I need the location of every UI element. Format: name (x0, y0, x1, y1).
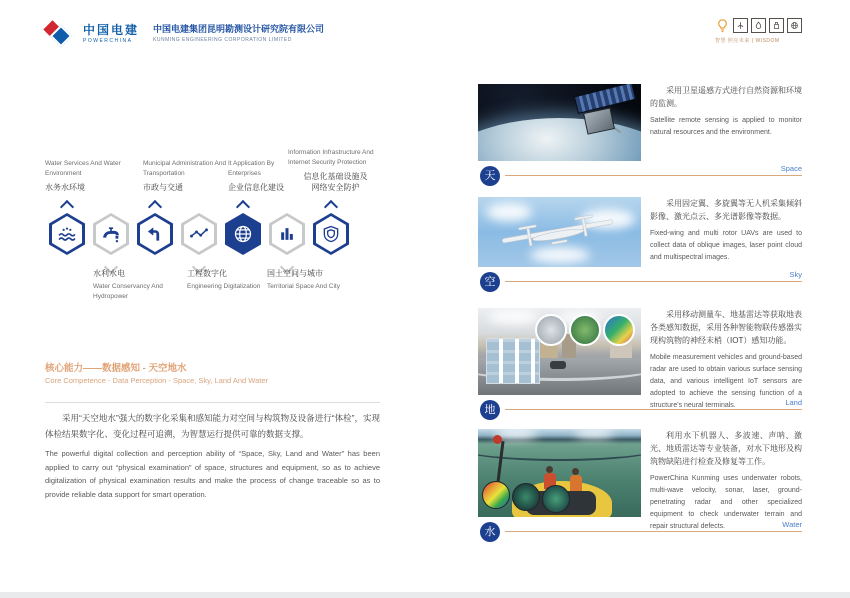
badge-water: 水 (480, 522, 500, 542)
photo-street-survey (478, 308, 641, 395)
section-label-water: Water (782, 520, 802, 529)
inset-photo-circle (603, 314, 635, 346)
section-rule (505, 531, 802, 532)
powerchina-logo-icon (45, 20, 69, 44)
hex-network-security (313, 213, 349, 255)
lightbulb-icon (715, 17, 730, 34)
sonar-inset-circle (512, 483, 540, 511)
section-label-space: Space (780, 164, 802, 173)
core-competence-title-cn: 核心能力——数据感知 - 天空地水 (45, 363, 187, 374)
section-text-cn: 采用移动测量车、地基雷达等获取地表各类感知数据，采用各种智能物联传感器实现构筑物的神经末梢（IOT）感知功能。 (650, 310, 802, 345)
chevron-up-icon (60, 200, 74, 214)
capability-label-info-infrastructure: Information Infrastructure And Internet Security Protection 信息化基础设施及网络安全防护 (288, 149, 374, 192)
section-text-en: Satellite remote sensing is applied to monitor natural resources and the environment. (650, 117, 802, 136)
company-name-block (153, 22, 324, 43)
section-text-cn: 利用水下机器人、多波速、声呐、激光、地质雷达等专业装备，对水下地形及构筑物缺陷进行检查及修复等工作。 (650, 431, 802, 466)
section-rule (505, 281, 802, 282)
section-sky (478, 197, 802, 309)
page-bottom-edge (0, 592, 850, 598)
faucet-icon (101, 224, 121, 244)
capability-label-municipal: Municipal Administration And Transportation 市政与交通 (143, 160, 227, 192)
person-graphic (570, 475, 582, 491)
sonar-inset-circle (482, 481, 510, 509)
hex-territorial-space (269, 213, 305, 255)
capability-label-engineering-digitalization: 工程数字化 Engineering Digitalization (187, 269, 261, 290)
person-head-graphic (546, 466, 553, 473)
chevron-up-icon (148, 200, 162, 214)
capability-label-water-services: Water Services And Water Environment 水务水环境 (45, 160, 121, 192)
section-text-cn: 采用固定翼、多旋翼等无人机采集倾斜影像、激光点云、多光谱影像等数据。 (650, 199, 802, 221)
badge-space: 天 (480, 166, 500, 186)
section-divider (45, 402, 380, 403)
photo-satellite-earth (478, 84, 641, 161)
instrument-head-graphic (493, 435, 502, 444)
section-label-sky: Sky (789, 270, 802, 279)
turbine-icon (733, 18, 748, 33)
header-icon-strip (715, 17, 802, 44)
inset-photo-circle (569, 314, 601, 346)
core-paragraph-en: The powerful digital collection and perception ability of “Space, Sky, Land and Water” has been applied to carry out “physical examination” of space, structures and equipment, so as to achieve digitalization of physical examination results and make the process of change traceable so as to provide reliable data support for smart operation. (45, 449, 380, 499)
brand-slogan: 智慧 照亮未来 | WISDOM (715, 38, 780, 44)
powerchina-logo (83, 21, 139, 44)
capability-label-hydropower: 水利水电 Water Conservancy And Hydropower (93, 269, 163, 300)
hex-water-environment (49, 213, 85, 255)
chevron-up-icon (324, 200, 338, 214)
section-text-en: Fixed-wing and multi rotor UAVs are used to collect data of oblique images, laser point cloud and multispectral images. (650, 230, 802, 261)
section-text-cn: 采用卫星遥感方式进行自然资源和环境的监测。 (650, 86, 802, 108)
badge-sky: 空 (480, 272, 500, 292)
dam-building-icon (769, 18, 784, 33)
hex-hydropower (93, 213, 129, 255)
photo-survey-boat (478, 429, 641, 517)
section-text-en: Mobile measurement vehicles and ground-based radar are used to obtain various surface sensing data, and various intelligent IoT sensors are adopted to achieve the sensing function of a structure's neural terminals. (650, 354, 802, 409)
capability-label-it-application: It Application By Enterprises 企业信息化建设 (228, 160, 284, 192)
section-text-en: PowerChina Kunming uses underwater robots, multi-wave velocity, sonar, laser, ground-penetrating radar and other specialized equipment to check underwater terrain and repair structural defects. (650, 475, 802, 530)
section-water (478, 429, 802, 541)
section-rule (505, 409, 802, 410)
trend-line-icon (189, 224, 209, 244)
capability-label-territorial-space: 国土空间与城市 Territorial Space And City (267, 269, 340, 290)
inset-photo-circle (535, 314, 567, 346)
header (45, 20, 324, 44)
sonar-inset-circle (542, 485, 570, 513)
car-graphic (550, 361, 566, 369)
person-head-graphic (572, 468, 579, 475)
globe-icon (233, 224, 253, 244)
turn-left-arrow-icon (145, 224, 165, 244)
hex-enterprise-it (225, 213, 261, 255)
hex-transportation (137, 213, 173, 255)
core-competence-title-en: Core Competence - Data Perception - Space, Sky, Land And Water (45, 376, 269, 385)
photo-uav-sky (478, 197, 641, 267)
logo-name-en: POWERCHINA (83, 37, 133, 44)
bar-chart-icon (277, 224, 297, 244)
thumbnail-grid-graphic (486, 338, 540, 384)
section-land (478, 308, 802, 429)
company-name-en: KUNMING ENGINEERING CORPORATION LIMITED (153, 36, 292, 43)
chevron-up-icon (236, 200, 250, 214)
section-rule (505, 175, 802, 176)
hex-digitalization (181, 213, 217, 255)
section-space (478, 84, 802, 196)
badge-land: 地 (480, 400, 500, 420)
section-label-land: Land (785, 398, 802, 407)
logo-name-cn: 中国电建 (83, 22, 140, 37)
cloud-graphic (488, 310, 538, 324)
water-drop-icon (751, 18, 766, 33)
core-paragraph-cn: 采用“天空地水”强大的数字化采集和感知能力对空间与构筑物及设备进行“体检”，实现体检结果数字化、变化过程可追溯，为智慧运行提供可靠的数据支撑。 (45, 413, 380, 439)
globe-icon (787, 18, 802, 33)
earth-graphic (478, 118, 641, 161)
company-name-cn: 中国电建集团昆明勘测设计研究院有限公司 (153, 23, 325, 34)
shield-icon (321, 224, 341, 244)
water-waves-icon (57, 224, 77, 244)
